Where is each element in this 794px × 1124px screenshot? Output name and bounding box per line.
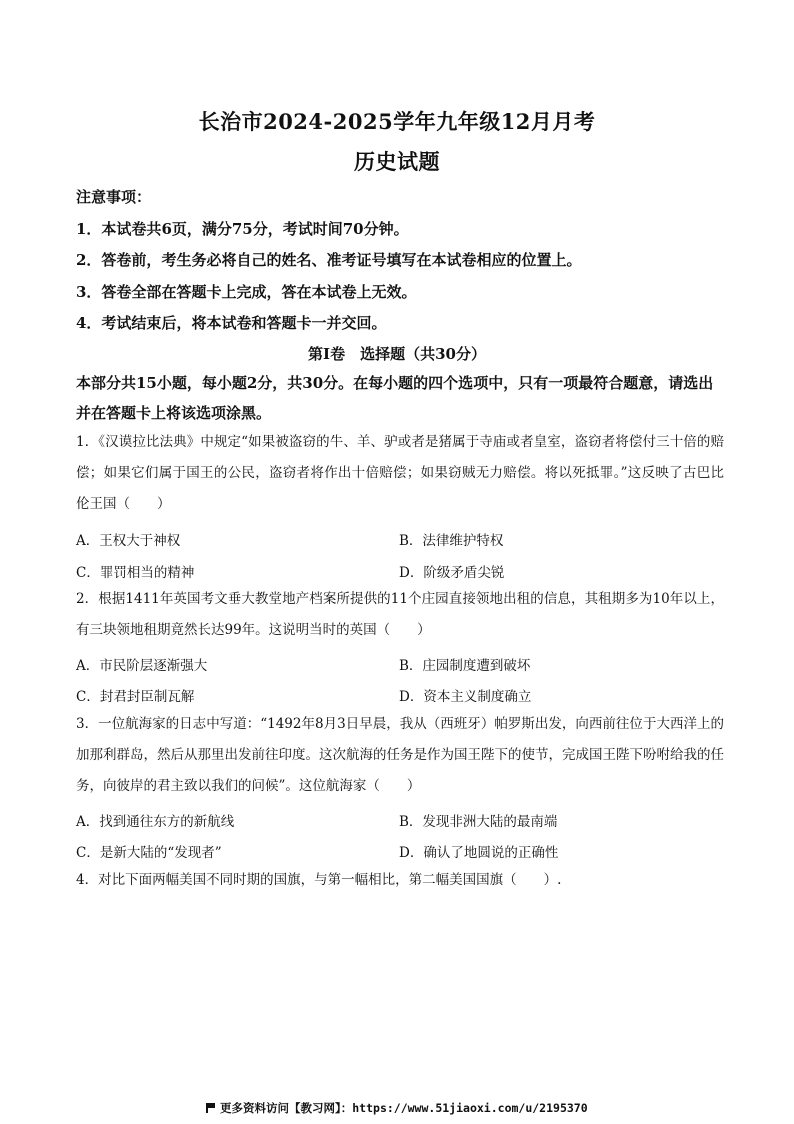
question-2-option-b: B．庄园制度遭到破坏: [399, 658, 531, 674]
notice-item-4: 4．考试结束后，将本试卷和答题卡一并交回。: [76, 314, 387, 332]
notice-item-3: 3．答卷全部在答题卡上完成，答在本试卷上无效。: [76, 283, 417, 301]
question-4-stem: 4．对比下面两幅美国不同时期的国旗，与第一幅相比，第二幅美国国旗（ ）.: [76, 872, 562, 888]
notice-item-2: 2．答卷前，考生务必将自己的姓名、准考证号填写在本试卷相应的位置上。: [76, 251, 582, 269]
question-1-option-c: C．罪罚相当的精神: [76, 565, 195, 581]
section-title: 第Ⅰ卷 选择题（共30分）: [308, 345, 486, 363]
question-2-option-d: D．资本主义制度确立: [399, 689, 532, 705]
section-intro: 本部分共15小题，每小题2分，共30分。在每小题的四个选项中，只有一项最符合题意，请选出并在答题卡上将该选项涂黑。: [76, 374, 714, 422]
flag-icon: [206, 1103, 215, 1113]
question-2-option-a: A．市民阶层逐渐强大: [76, 658, 208, 674]
question-3-option-b: B．发现非洲大陆的最南端: [399, 814, 558, 830]
footer: [206, 1100, 588, 1116]
question-3-option-c: C．是新大陆的“发现者”: [76, 845, 222, 861]
notice-heading: 注意事项：: [76, 188, 152, 206]
question-2-option-c: C．封君封臣制瓦解: [76, 689, 195, 705]
question-3-stem: 3．一位航海家的日志中写道：“1492年8月3日早晨，我从（西班牙）帕罗斯出发，向西前往位于大西洋上的加那利群岛，然后从那里出发前往印度。这次航海的任务是作为国王陛下的使节，完成国王陛下吩咐给我的任务，向彼岸的君主致以我们的问候”。这位航海家（ ）: [76, 716, 724, 794]
question-1-option-b: B．法律维护特权: [399, 533, 504, 549]
page-subtitle: 历史试题: [354, 149, 440, 174]
question-1-stem: 1．《汉谟拉比法典》中规定“如果被盗窃的牛、羊、驴或者是猪属于寺庙或者皇室，盗窃者将偿付三十倍的赔偿；如果它们属于国王的公民，盗窃者将作出十倍赔偿；如果窃贼无力赔偿。将以死抵罪。”这反映了古巴比伦王国（ ）: [76, 434, 724, 512]
question-2-stem: 2．根据1411年英国考文垂大教堂地产档案所提供的11个庄园直接领地出租的信息，其租期多为10年以上，有三块领地租期竟然长达99年。这说明当时的英国（ ）: [76, 591, 724, 638]
notice-item-1: 1．本试卷共6页，满分75分，考试时间70分钟。: [76, 220, 409, 238]
page-title: 长治市2024-2025学年九年级12月月考: [198, 109, 596, 134]
question-3-option-d: D．确认了地圆说的正确性: [399, 845, 559, 861]
question-3-option-a: A．找到通往东方的新航线: [76, 814, 235, 830]
question-1-option-d: D．阶级矛盾尖锐: [399, 565, 505, 581]
question-1-option-a: A．王权大于神权: [76, 533, 181, 549]
footer-link[interactable]: 更多资料访问【教习网】：https://www.51jiaoxi.com/u/2195370: [220, 1101, 588, 1115]
